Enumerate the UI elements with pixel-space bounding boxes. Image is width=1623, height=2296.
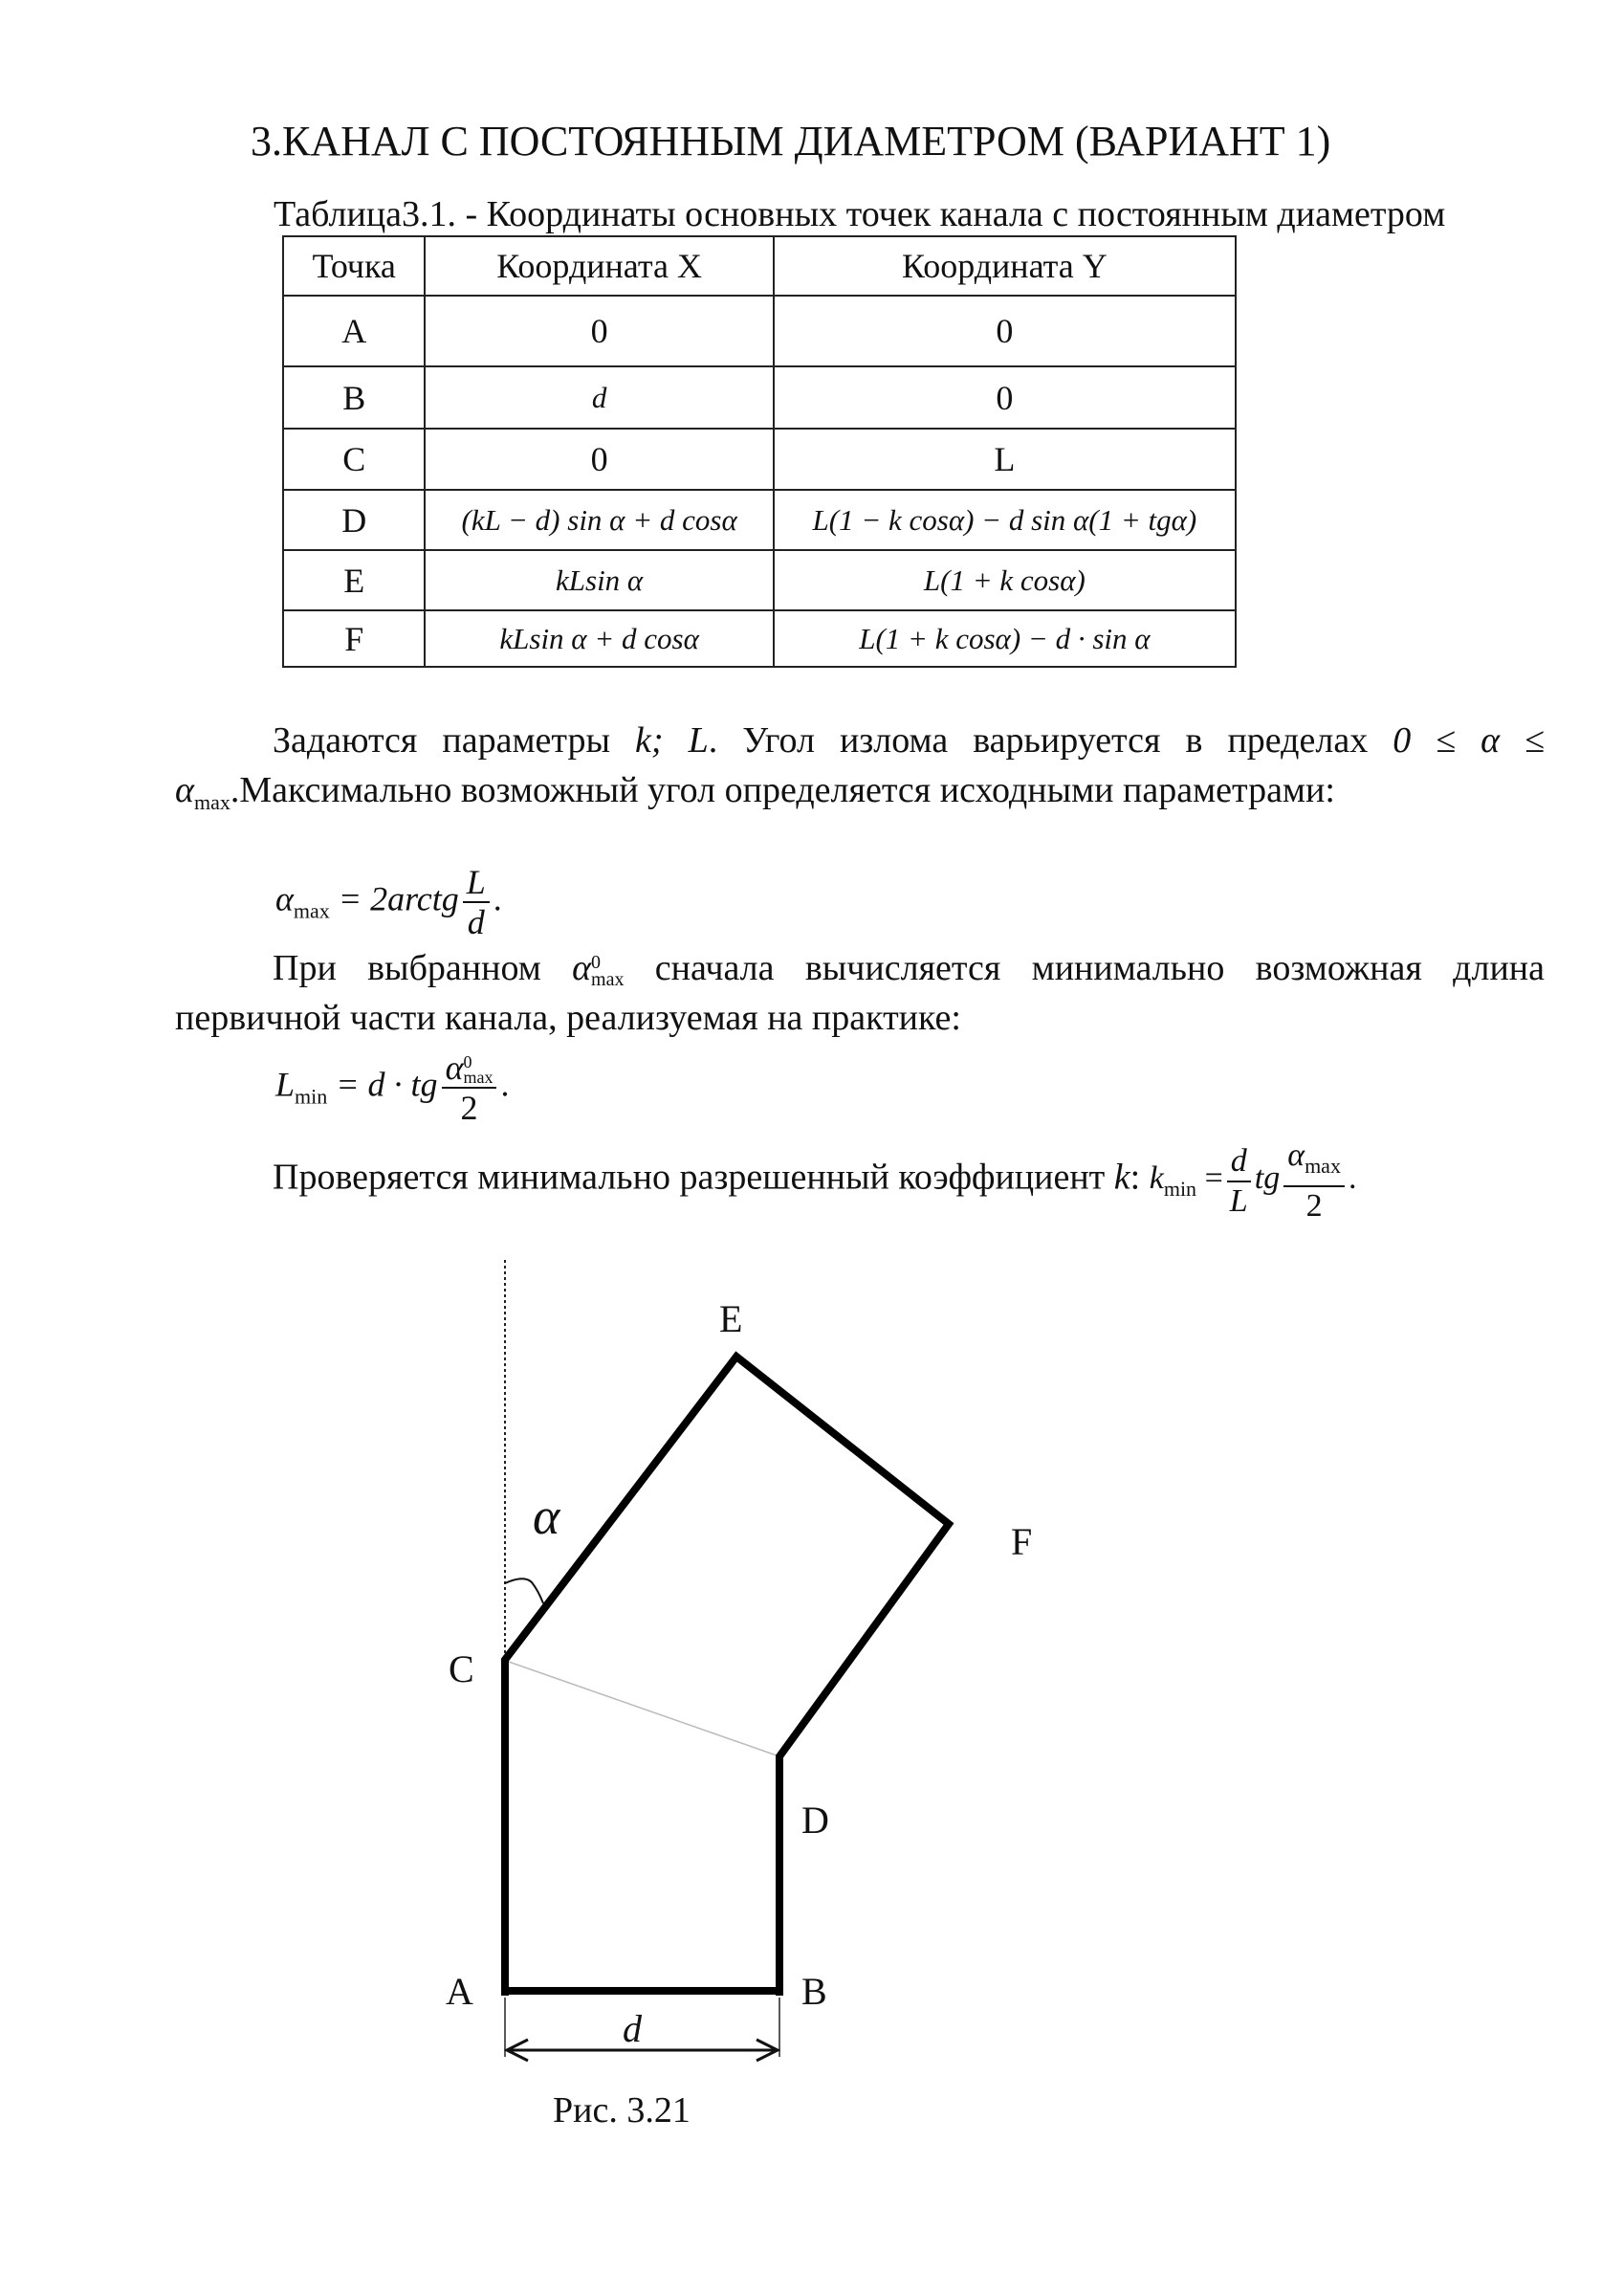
label-e: E: [719, 1297, 743, 1340]
formula-eq: = d · tg: [327, 1065, 438, 1104]
cell-point: F: [283, 610, 425, 667]
subscript: min: [295, 1084, 328, 1109]
cell-x: kLsin α: [425, 550, 773, 610]
table-caption: Таблица3.1. - Координаты основных точек канала с постоянным диаметром: [274, 194, 1446, 234]
k-symbol: k: [1113, 1157, 1130, 1198]
params-symbol: k; L: [635, 720, 709, 761]
text: При выбранном: [273, 948, 573, 988]
formula-lhs: α: [275, 879, 294, 918]
cell-y: 0: [774, 296, 1236, 366]
cell-x: (kL − d) sin α + d cosα: [425, 490, 773, 550]
cell-y: L(1 + k cosα): [774, 550, 1236, 610]
subscript: max: [193, 790, 230, 814]
alpha-symbol: α: [572, 948, 592, 988]
label-b: B: [801, 1970, 827, 2013]
cell-point: D: [283, 490, 425, 550]
cell-point: A: [283, 296, 425, 366]
text: Задаются параметры: [273, 720, 636, 761]
cell-point: C: [283, 429, 425, 490]
cell-x: kLsin α + d cosα: [425, 610, 773, 667]
c-d-line: [506, 1661, 779, 1756]
alpha-symbol: α: [1287, 1137, 1305, 1173]
formula-lhs: L: [275, 1065, 296, 1104]
denominator: 2: [1305, 1188, 1323, 1224]
header-point: Точка: [283, 236, 425, 296]
cell-y: L(1 + k cosα) − d · sin α: [774, 610, 1236, 667]
formula-eq: = 2arctg: [329, 879, 459, 918]
denominator: 2: [460, 1089, 478, 1127]
cell-point: E: [283, 550, 425, 610]
text: . Угол излома варьируется в пределах: [708, 720, 1393, 761]
subscript: max: [591, 969, 625, 990]
subscript: max: [1305, 1154, 1341, 1178]
subscript: min: [1163, 1177, 1197, 1202]
superscript: 0: [591, 952, 602, 973]
subscript: max: [463, 1068, 493, 1087]
formula-end: .: [1348, 1160, 1357, 1197]
cell-x: d: [425, 366, 773, 429]
tg-function: tg: [1254, 1160, 1281, 1197]
label-f: F: [1011, 1520, 1033, 1563]
angle-arc: [505, 1578, 543, 1603]
subscript: max: [293, 898, 330, 923]
formula-end: .: [500, 1065, 510, 1104]
alpha-symbol: α: [445, 1049, 464, 1087]
label-alpha: α: [533, 1488, 560, 1545]
numerator: d: [1227, 1142, 1251, 1182]
label-a: A: [446, 1970, 473, 2013]
superscript: 0: [463, 1052, 472, 1071]
figure-caption: Рис. 3.21: [553, 2090, 691, 2130]
denominator: d: [467, 903, 485, 941]
label-d-dimension: d: [623, 2007, 642, 2050]
range-expression: 0 ≤ α ≤ α: [175, 720, 1545, 810]
channel-outline: [505, 1357, 949, 1996]
cell-y: L: [774, 429, 1236, 490]
cell-x: 0: [425, 296, 773, 366]
cell-point: B: [283, 366, 425, 429]
formula-eq: =: [1196, 1160, 1223, 1197]
section-title: 3.КАНАЛ С ПОСТОЯННЫМ ДИАМЕТРОМ (ВАРИАНТ 1): [251, 118, 1331, 165]
text: сначала вычисляется минимально возможная длина первичной части канала, реализуемая на практике:: [175, 948, 1545, 1038]
formula-end: .: [493, 879, 502, 918]
formula-lhs: k: [1149, 1160, 1164, 1197]
cell-x: 0: [425, 429, 773, 490]
label-d: D: [801, 1799, 829, 1842]
text: Проверяется минимально разрешенный коэффициент: [273, 1157, 1114, 1198]
cell-y: 0: [774, 366, 1236, 429]
denominator: L: [1229, 1182, 1248, 1219]
label-c: C: [449, 1647, 474, 1690]
text: :: [1130, 1157, 1150, 1198]
numerator: L: [463, 863, 490, 903]
cell-y: L(1 − k cosα) − d sin α(1 + tgα): [774, 490, 1236, 550]
text: .Максимально возможный угол определяется исходными параметрами:: [230, 770, 1335, 810]
header-y: Координата Y: [774, 236, 1236, 296]
header-x: Координата X: [425, 236, 773, 296]
